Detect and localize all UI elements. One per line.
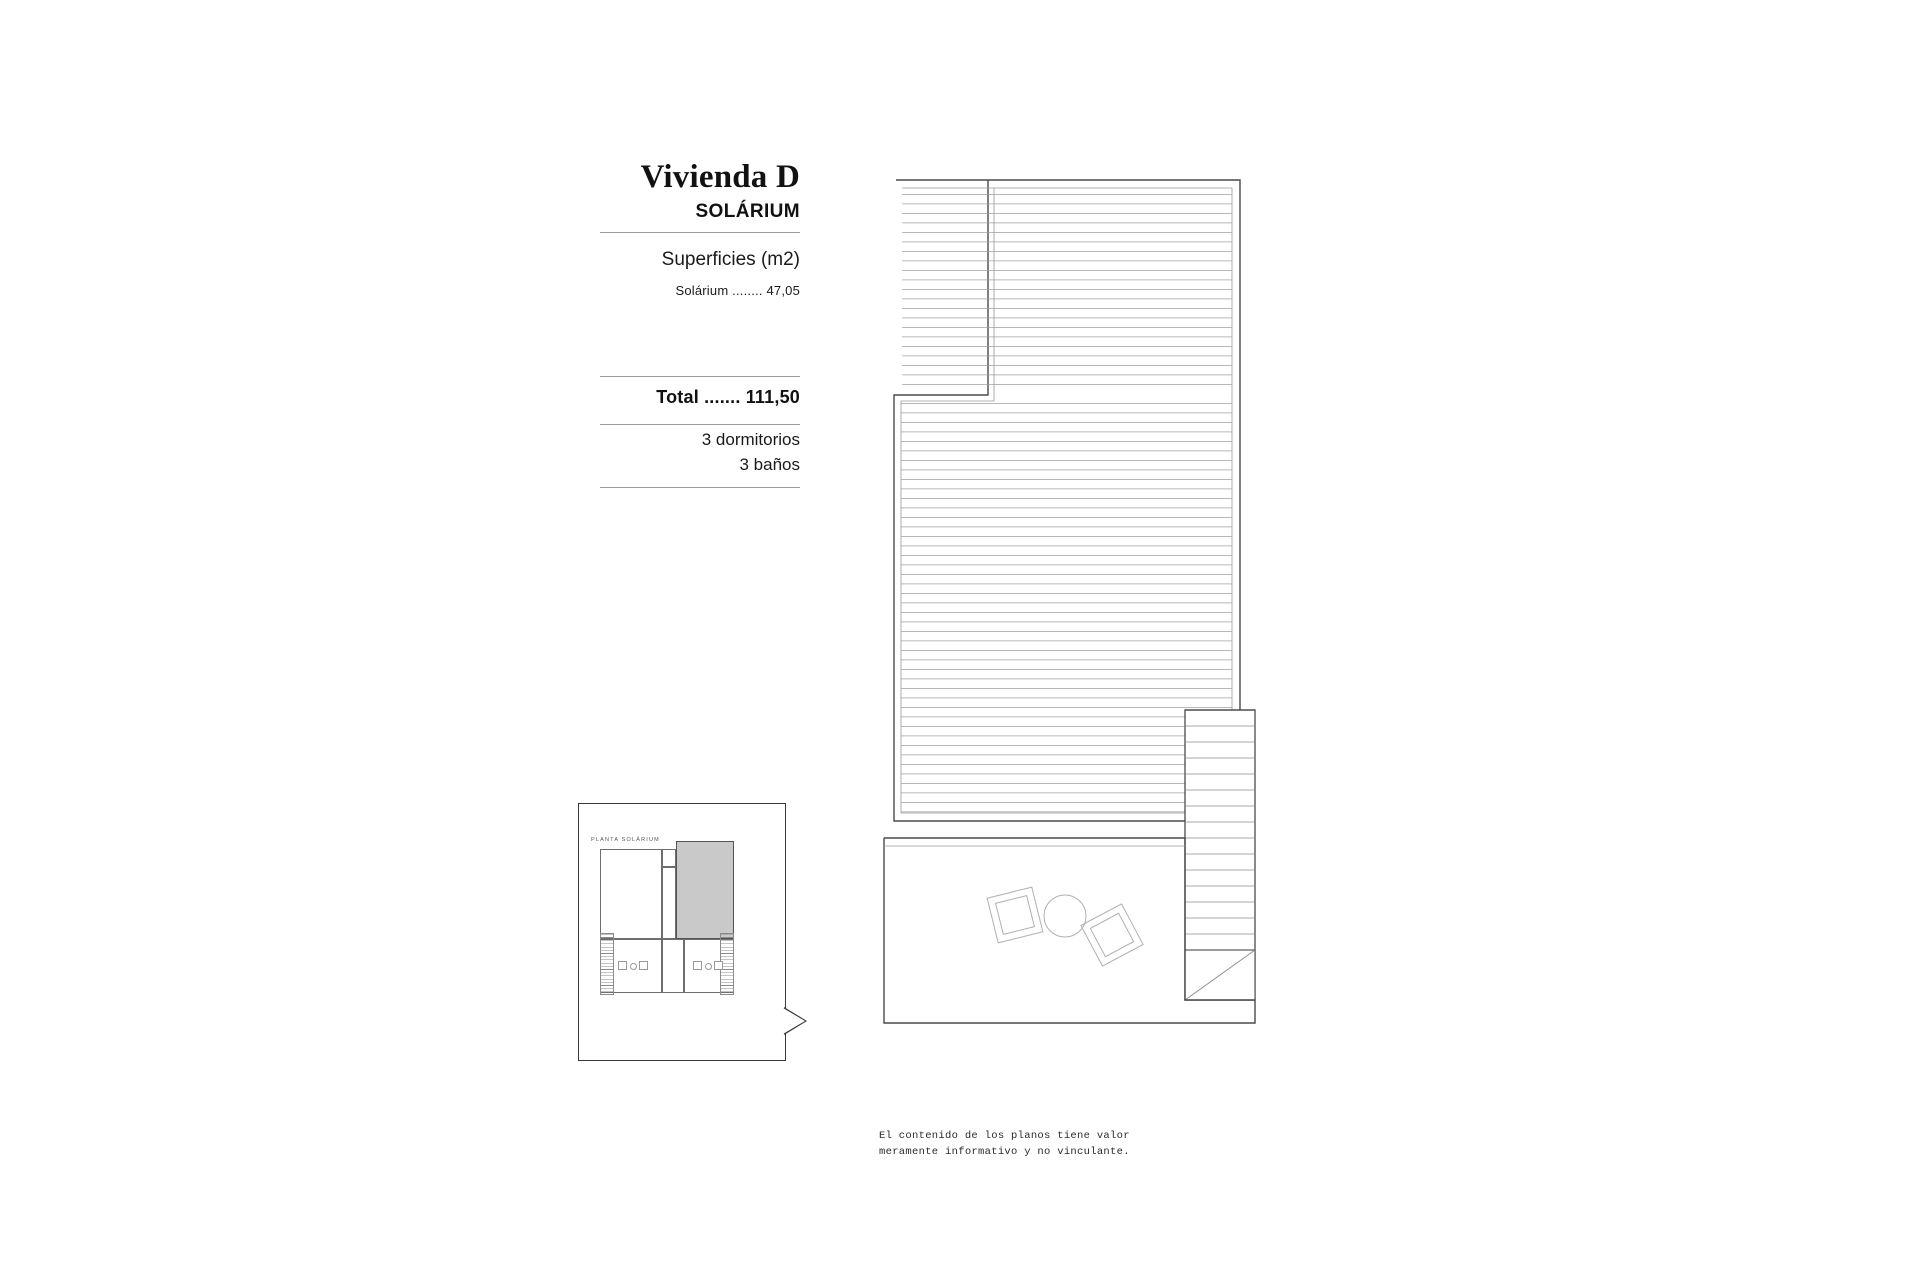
key-plan-highlighted-unit [676,841,734,939]
page-subtitle: SOLÁRIUM [695,200,800,222]
key-plan-label: PLANTA SOLÁRIUM [591,837,660,843]
total-section [600,376,800,408]
disclaimer-line-2: meramente informativo y no vinculante. [879,1146,1130,1159]
info-block [600,160,800,488]
divider-above-rooms [600,424,800,425]
direction-pointer-inner-icon [783,1008,805,1034]
divider-below-rooms [600,487,800,488]
floor-plan-drawing [880,175,1360,1075]
divider-above-total [600,376,800,377]
staircase [1185,710,1255,1000]
disclaimer-line-1: El contenido de los planos tiene valor [879,1130,1130,1142]
key-plan-unit-a [600,849,662,939]
surface-row-solarium: Solárium ........ 47,05 [675,282,800,298]
page-title: Vivienda D [640,159,800,195]
disclaimer [879,1128,1209,1161]
key-plan-furniture-3 [639,961,648,970]
rooms-section [600,424,800,488]
floor-plan [880,175,1360,1075]
key-plan-unit-c [662,867,676,939]
key-plan-stair-left [600,933,614,995]
surfaces-heading: Superficies (m2) [661,248,800,270]
divider-under-subtitle [600,232,800,233]
key-plan-furniture-5 [705,963,712,970]
key-plan-unit-b [662,849,676,867]
key-plan-furniture-4 [693,961,702,970]
key-plan [578,803,790,1065]
key-plan-furniture-2 [630,963,637,970]
key-plan-unit-e [662,939,684,993]
key-plan-furniture-1 [618,961,627,970]
total-row: Total ....... 111,50 [656,386,800,407]
furniture-lounge [987,887,1143,966]
bedrooms-row: 3 dormitorios [701,429,800,449]
bathrooms-row: 3 baños [739,454,800,474]
key-plan-furniture-6 [714,961,723,970]
